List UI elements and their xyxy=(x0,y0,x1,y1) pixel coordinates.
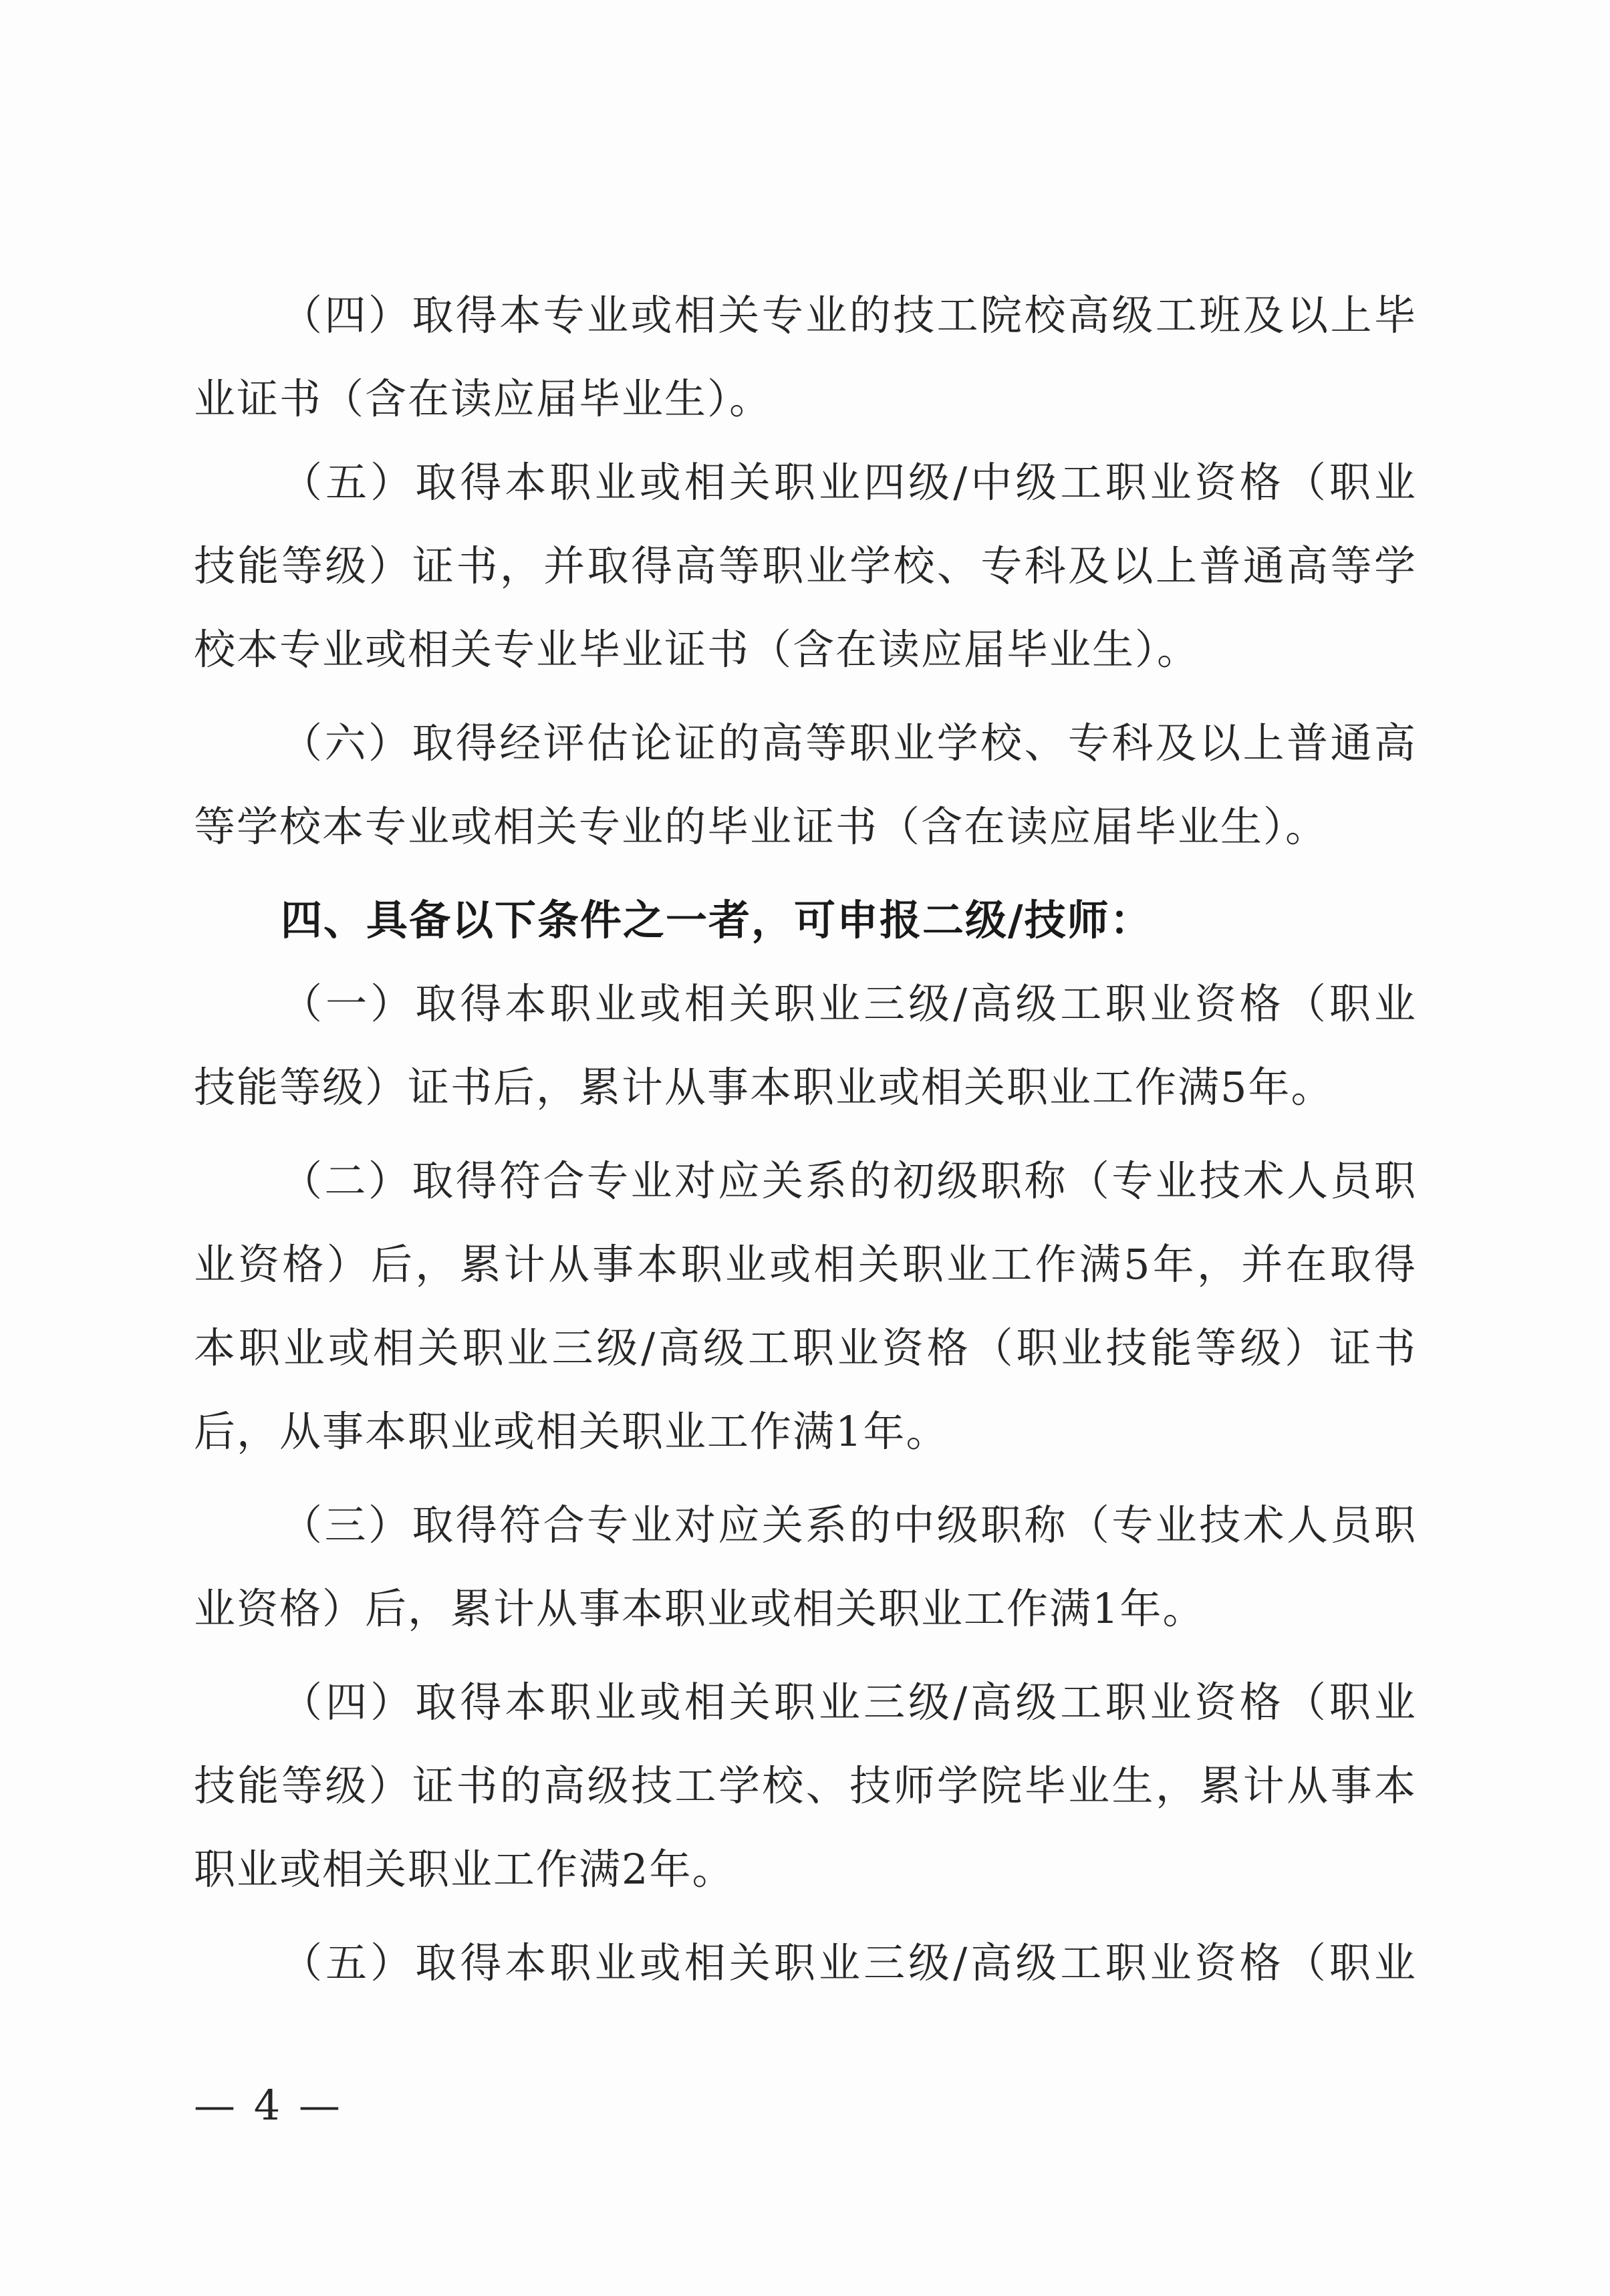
text-line: （四）取得本职业或相关职业三级/高级工职业资格（职业 xyxy=(281,1678,1417,1727)
text-line: 等学校本专业或相关专业的毕业证书（含在读应届毕业生）。 xyxy=(194,802,1329,851)
text-line: 业资格）后，累计从事本职业或相关职业工作满1年。 xyxy=(194,1584,1206,1633)
text-line: 职业或相关职业工作满2年。 xyxy=(194,1845,735,1894)
text-line: （六）取得经评估论证的高等职业学校、专科及以上普通高 xyxy=(281,719,1417,767)
text-line: 技能等级）证书后，累计从事本职业或相关职业工作满5年。 xyxy=(194,1063,1334,1112)
text-line: 技能等级）证书的高级技工学校、技师学院毕业生，累计从事本 xyxy=(194,1761,1417,1810)
text-line: 业证书（含在读应届毕业生）。 xyxy=(194,374,773,423)
text-line: 校本专业或相关专业毕业证书（含在读应届毕业生）。 xyxy=(194,625,1200,674)
text-line: （五）取得本职业或相关职业四级/中级工职业资格（职业 xyxy=(281,458,1417,507)
text-line: 业资格）后，累计从事本职业或相关职业工作满5年，并在取得 xyxy=(194,1240,1417,1289)
text-line: （五）取得本职业或相关职业三级/高级工职业资格（职业 xyxy=(281,1938,1417,1987)
text-line: （三）取得符合专业对应关系的中级职称（专业技术人员职 xyxy=(281,1501,1417,1549)
text-line: 本职业或相关职业三级/高级工职业资格（职业技能等级）证书 xyxy=(194,1323,1417,1372)
text-line: （四）取得本专业或相关专业的技工院校高级工班及以上毕 xyxy=(281,291,1417,340)
section-heading: 四、具备以下条件之一者，可申报二级/技师： xyxy=(281,896,1153,944)
text-line: 技能等级）证书，并取得高等职业学校、专科及以上普通高等学 xyxy=(194,541,1417,590)
text-line: （一）取得本职业或相关职业三级/高级工职业资格（职业 xyxy=(281,979,1417,1028)
text-line: 后，从事本职业或相关职业工作满1年。 xyxy=(194,1407,949,1456)
text-line: （二）取得符合专业对应关系的初级职称（专业技术人员职 xyxy=(281,1156,1417,1205)
page-number: — 4 — xyxy=(194,2081,343,2130)
